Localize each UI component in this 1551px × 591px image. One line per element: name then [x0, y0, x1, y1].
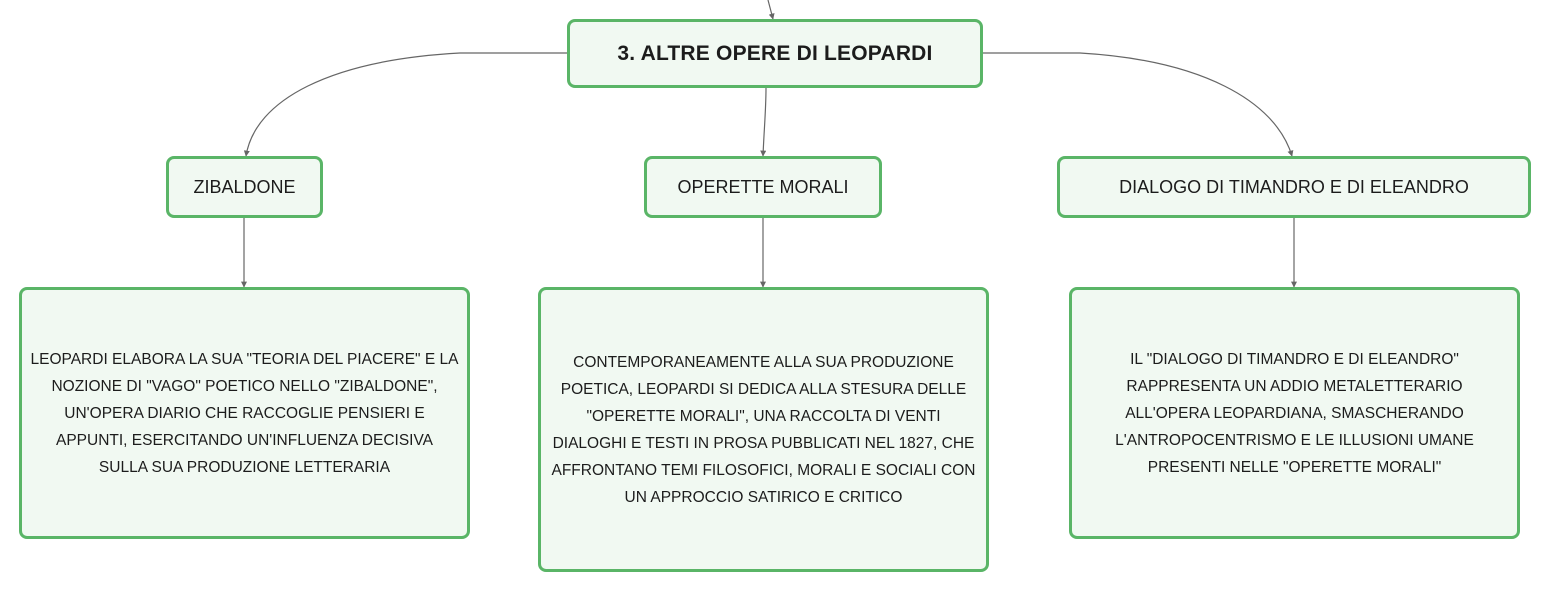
leaf-node-operette-description[interactable]	[538, 287, 989, 572]
branch-node-operette-morali[interactable]	[644, 156, 882, 218]
connector-root-to-operette	[763, 88, 766, 156]
root-node-title: 3. ALTRE OPERE DI LEOPARDI	[617, 41, 933, 65]
branch-node-title: DIALOGO DI TIMANDRO E DI ELEANDRO	[1119, 176, 1469, 197]
connector-root-to-zibaldone	[246, 53, 567, 156]
connector-root-to-dialogo	[983, 53, 1292, 156]
leaf-node-text: IL "DIALOGO DI TIMANDRO E DI ELEANDRO" RAPPRESENTA UN ADDIO METALETTERARIO ALL'OPERA LEOPARDIANA, SMASCHERANDO L'ANTROPOCENTRISMO E LE ILLUSIONI UMANE PRESENTI NELLE "OPERETTE MORALI"	[1115, 350, 1474, 476]
branch-node-title: OPERETTE MORALI	[677, 176, 849, 197]
leaf-node-zibaldone-description[interactable]	[19, 287, 470, 539]
leaf-node-text: CONTEMPORANEAMENTE ALLA SUA PRODUZIONE POETICA, LEOPARDI SI DEDICA ALLA STESURA DELLE "OPERETTE MORALI", UNA RACCOLTA DI VENTI DIALOGHI E TESTI IN PROSA PUBBLICATI NEL 1827, CHE AFFRONTANO TEMI FILOSOFICI, MORALI E SOCIALI CON UN APPROCCIO SATIRICO E CRITICO	[551, 353, 976, 506]
leaf-node-dialogo-description[interactable]	[1069, 287, 1520, 539]
branch-node-zibaldone[interactable]	[166, 156, 323, 218]
root-node[interactable]	[567, 19, 983, 88]
leaf-node-text: LEOPARDI ELABORA LA SUA "TEORIA DEL PIACERE" E LA NOZIONE DI "VAGO" POETICO NELLO "ZIBALDONE", UN'OPERA DIARIO CHE RACCOGLIE PENSIERI E APPUNTI, ESERCITANDO UN'INFLUENZA DECISIVA SULLA SUA PRODUZIONE LETTERARIA	[30, 350, 459, 476]
connector-parent-to-root	[768, 0, 773, 19]
branch-node-dialogo[interactable]	[1057, 156, 1531, 218]
branch-node-title: ZIBALDONE	[193, 176, 296, 197]
